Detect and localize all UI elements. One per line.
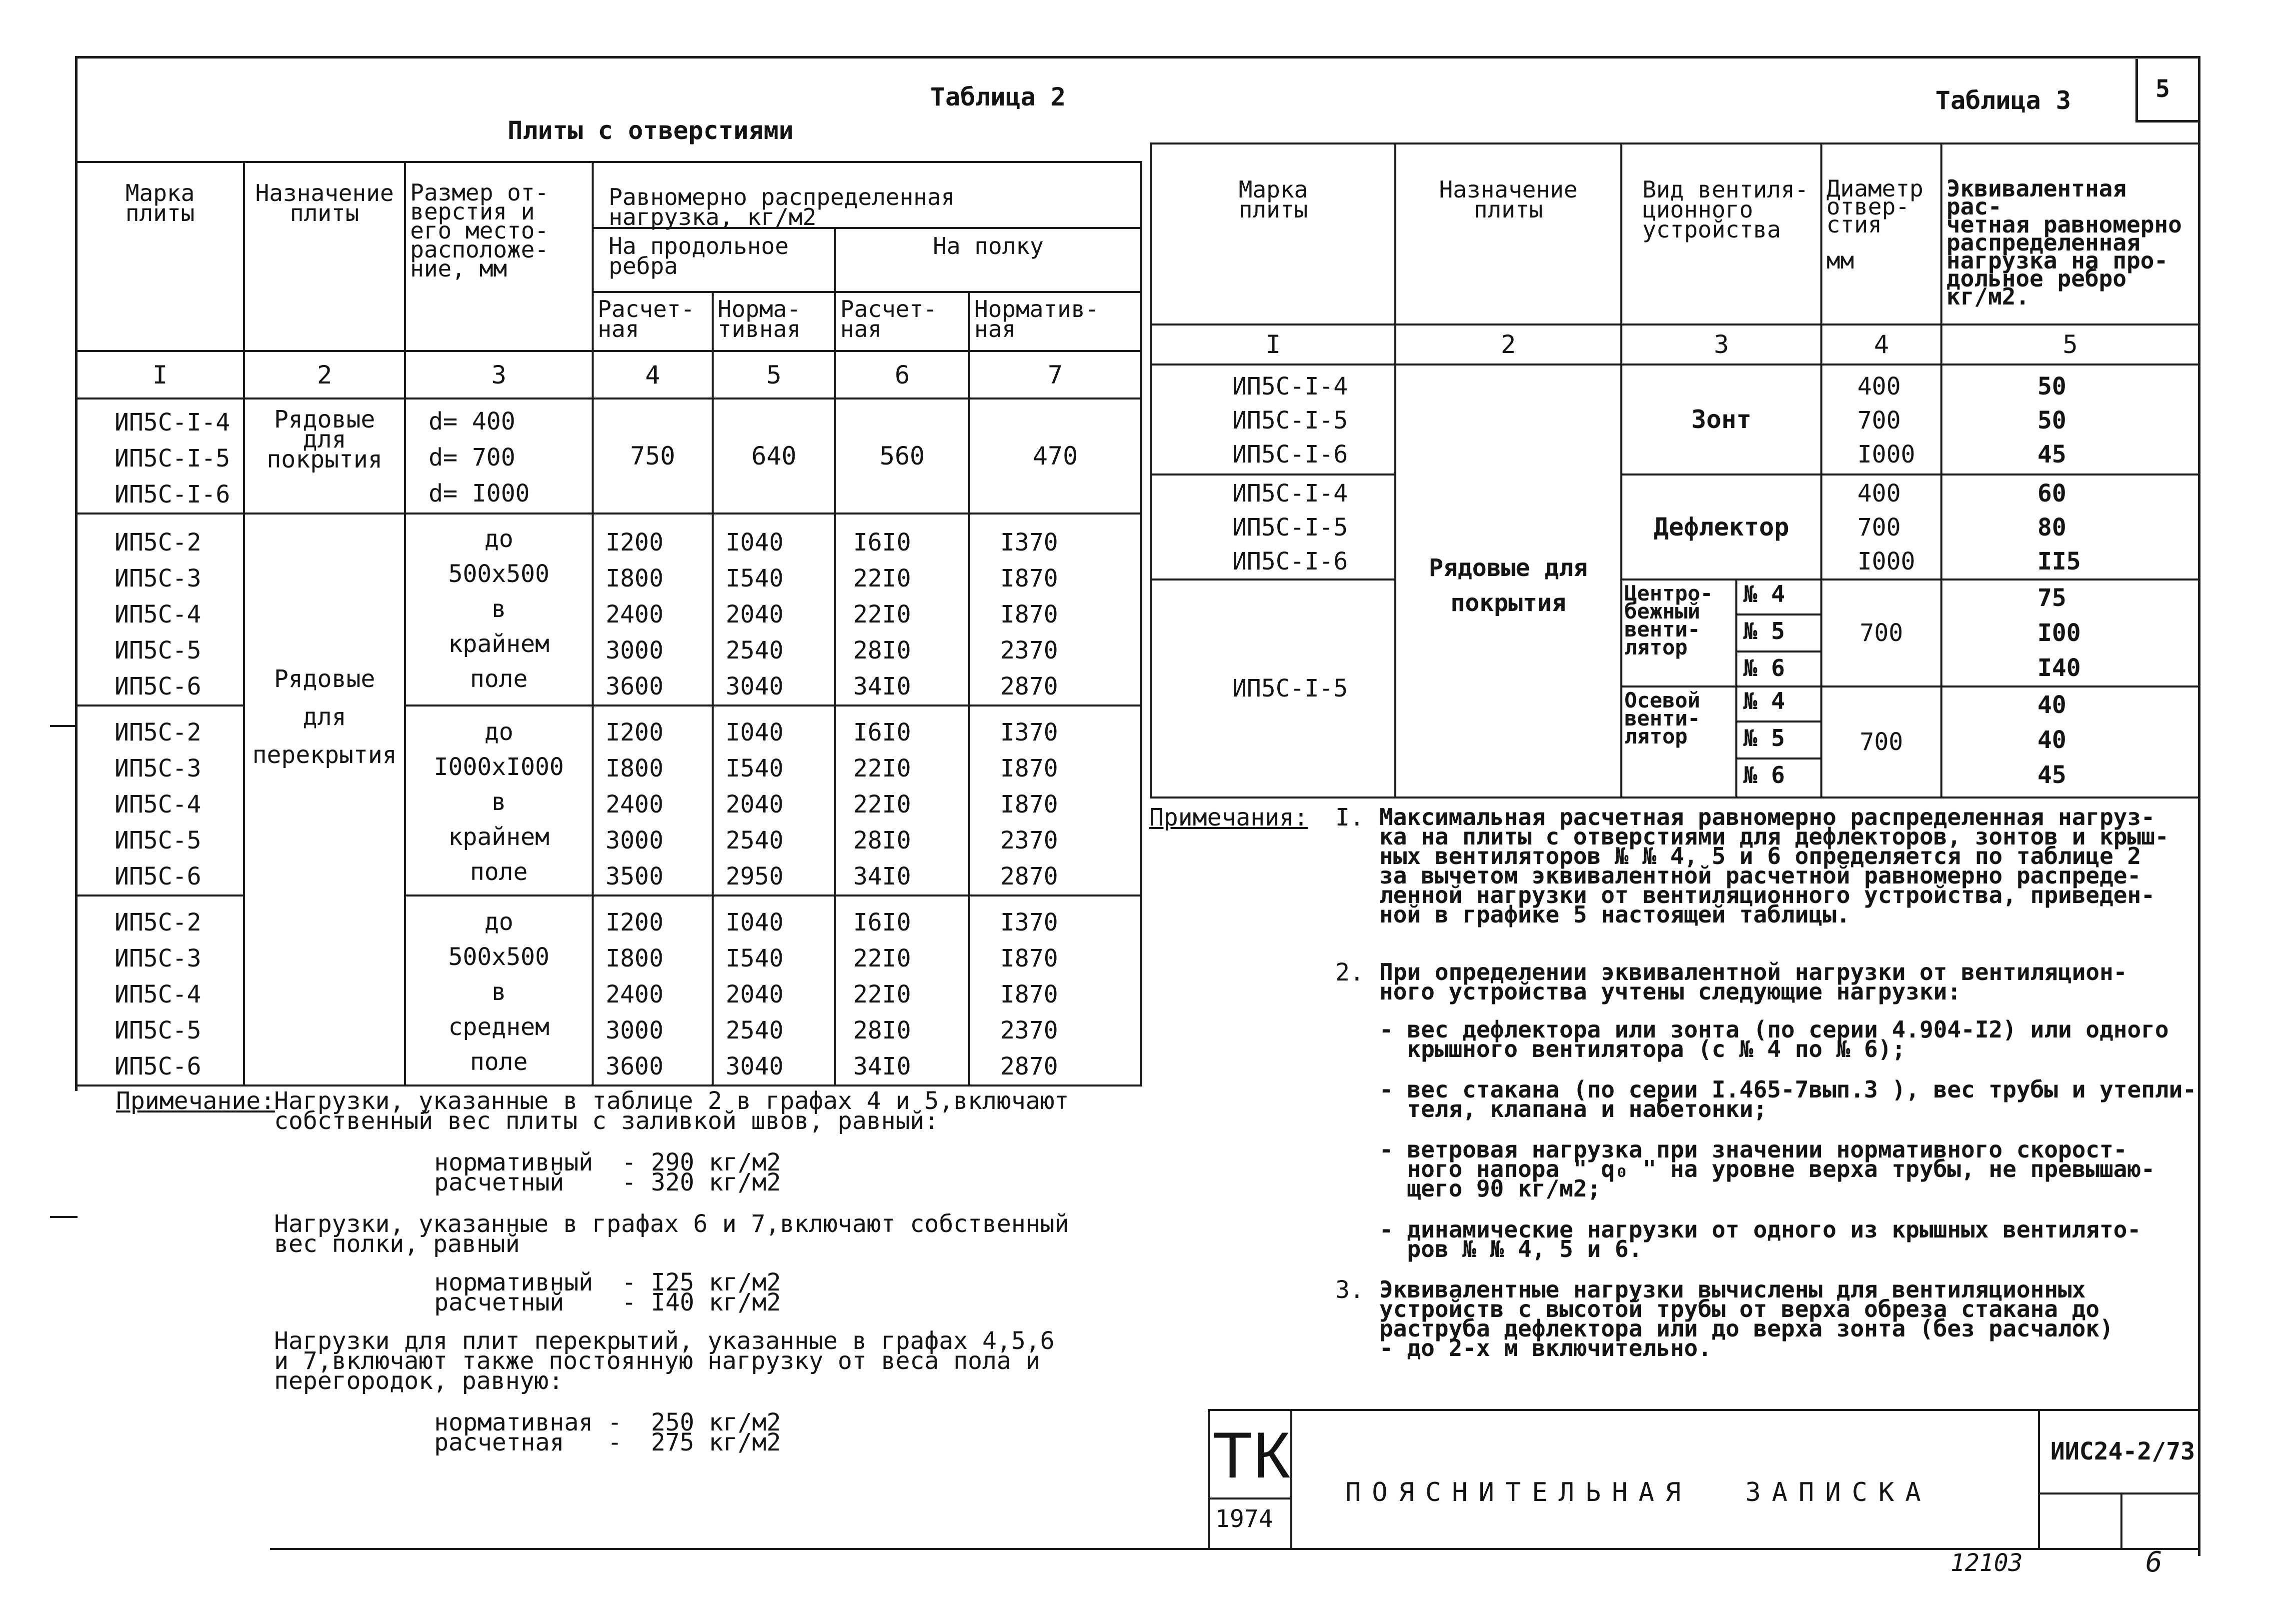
t2-colnum-5: 5 <box>713 351 835 398</box>
t3-colnum-2: 2 <box>1395 324 1621 364</box>
t2-g4-col5: I040 I540 2040 2540 3040 <box>713 896 835 1086</box>
t3-deflector: Дефлектор <box>1621 474 1821 580</box>
t2-g2-col4: I200 I800 2400 3000 3600 <box>593 514 713 706</box>
t3-head-load: Эквивалентная рас- четная равномерно распределенная нагрузка на про- дольное ребро кг/м2. <box>1941 144 2199 324</box>
t2-g3-col4: I200 I800 2400 3000 3500 <box>593 706 713 896</box>
stamp-org-logo: ТК <box>1213 1418 1291 1492</box>
t2-g1-size: d= 400 d= 700 d= I000 <box>405 398 593 514</box>
t3-load-c: 75 I00 I40 <box>1941 580 2199 686</box>
notes3-n1: Максимальная расчетная равномерно распределенная нагруз- ка на плиты с отверстиями для дефлекторов, зонтов и крыш- ных вентиляторов № № 4, 5 и 6 определяется по таблице 2 за вычетом эквивалентной расчетной равномерно распреде- ленной нагрузки от вентиляционного устройства, приведен- ной в графике 5 настоящей таблицы. <box>1379 804 2169 928</box>
t3-head-purpose: Назначение плиты <box>1395 144 1621 324</box>
t2-head-load: Равномерно распределенная нагрузка, кг/м2 <box>593 162 1141 228</box>
t2-g2-size: до 500x500 в крайнем поле <box>405 514 593 706</box>
frame-tick-1 <box>50 725 78 727</box>
t3-axial-num-4: № 4 <box>1737 688 1820 722</box>
t3-fan-num-6: № 6 <box>1743 654 1785 682</box>
t2-g2-col5: I040 I540 2040 2540 3040 <box>713 514 835 706</box>
notes3-bullet-4: - динамические нагрузки от одного из крышных вентилято- ров № № 4, 5 и 6. <box>1379 1216 2141 1262</box>
footer-sheet-number: 6 <box>2145 1546 2162 1578</box>
t3-centrifugal-label: Центро- бежный венти- лятор <box>1622 580 1737 686</box>
t2-g1-marks: ИП5С-I-4 ИП5С-I-5 ИП5С-I-6 <box>76 398 244 514</box>
note2-p1: Нагрузки, указанные в таблице 2 в графах 4 и 5,включают собственный вес плиты с заливкой швов, равный: <box>274 1087 1069 1135</box>
t2-g3-marks: ИП5С-2 ИП5С-3 ИП5С-4 ИП5С-5 ИП5С-6 <box>76 706 244 896</box>
t2-g4-marks: ИП5С-2 ИП5С-3 ИП5С-4 ИП5С-5 ИП5С-6 <box>76 896 244 1086</box>
t3-mark-c: ИП5С-I-5 <box>1151 580 1395 798</box>
t2-head-mark: Марка плиты <box>76 162 244 351</box>
stamp-divider-3 <box>2038 1492 2198 1494</box>
notes3-n3-num: 3. <box>1335 1276 1364 1304</box>
t2-g4-col4: I200 I800 2400 3000 3600 <box>593 896 713 1086</box>
t3-diam-b: 400 700 I000 <box>1821 474 1941 580</box>
t2-head-norm1: Норма- тивная <box>713 292 835 351</box>
t2-colnum-6: 6 <box>835 351 969 398</box>
notes3-bullet-1: - вес дефлектора или зонта (по серии 4.904-I2) или одного крышного вентилятора (с № 4 по № 6); <box>1379 1016 2169 1062</box>
t2-g2-marks: ИП5С-2 ИП5С-3 ИП5С-4 ИП5С-5 ИП5С-6 <box>76 514 244 706</box>
t3-axial-label: Осевой венти- лятор <box>1622 688 1737 796</box>
t2-colnum-4: 4 <box>593 351 713 398</box>
t3-colnum-5: 5 <box>1941 324 2199 364</box>
t3-umbrella: Зонт <box>1621 364 1821 474</box>
t3-diam-d: 700 <box>1821 686 1941 798</box>
t2-g3-size: до I000xI000 в крайнем поле <box>405 706 593 896</box>
t3-diam-c: 700 <box>1821 580 1941 686</box>
stamp-divider-1 <box>1290 1409 1292 1548</box>
t2-g4-col7: I370 I870 I870 2370 2870 <box>969 896 1141 1086</box>
note2-p3-values: нормативная - 250 кг/м2 расчетная - 275 кг/м2 <box>434 1408 781 1456</box>
note2-label: Примечание: <box>116 1087 275 1115</box>
t2-head-calc1: Расчет- ная <box>593 292 713 351</box>
t3-load-d: 40 40 45 <box>1941 686 2199 798</box>
t3-head-mark: Марка плиты <box>1151 144 1395 324</box>
t3-axial <box>1621 686 1821 798</box>
table2-caption: Таблица 2 <box>930 82 1066 112</box>
t2-g3-col6: I6I0 22I0 22I0 28I0 34I0 <box>835 706 969 896</box>
stamp-divider-4 <box>2120 1492 2122 1548</box>
frame-tick-2 <box>50 1216 78 1218</box>
stamp-document-title: ПОЯСНИТЕЛЬНАЯ ЗАПИСКА <box>1345 1478 1932 1508</box>
t2-g2-col7: I370 I870 I870 2370 2870 <box>969 514 1141 706</box>
t2-head-ribs: На продольное ребра <box>593 228 835 292</box>
t2-head-calc2: Расчет- ная <box>835 292 969 351</box>
table3-caption: Таблица 3 <box>1935 86 2071 115</box>
t3-colnum-4: 4 <box>1821 324 1941 364</box>
notes3-bullet-2: - вес стакана (по серии I.465-7вып.3 ), вес трубы и утепли- теля, клапана и набетонки; <box>1379 1076 2196 1122</box>
notes3-n2: При определении эквивалентной нагрузки от вентиляцион- ного устройства учтены следующие нагрузки: <box>1379 958 2127 1005</box>
t3-head-diam: Диаметр отвер- стия мм <box>1821 144 1941 324</box>
page-number: 5 <box>2155 75 2170 103</box>
stamp-year: 1974 <box>1215 1505 1273 1533</box>
note2-p2: Нагрузки, указанные в графах 6 и 7,включают собственный вес полки, равный <box>274 1210 1069 1258</box>
footer-handwritten-number: 12103 <box>1950 1549 2023 1577</box>
t2-colnum-7: 7 <box>969 351 1141 398</box>
t2-head-shelf: На полку <box>835 228 1141 292</box>
t3-fan-num-5: № 5 <box>1737 616 1820 652</box>
t3-load-a: 50 50 45 <box>1941 364 2199 474</box>
t3-colnum-3: 3 <box>1621 324 1821 364</box>
t3-centrifugal <box>1621 580 1821 686</box>
t2-g2-col6: I6I0 22I0 22I0 28I0 34I0 <box>835 514 969 706</box>
t2-g1-purpose: Рядовые для покрытия <box>244 398 405 514</box>
stamp-divider-2 <box>2038 1409 2040 1548</box>
t3-axial-num-5: № 5 <box>1737 722 1820 760</box>
t2-head-purpose: Назначение плиты <box>244 162 405 351</box>
t2-g4-col6: I6I0 22I0 22I0 28I0 34I0 <box>835 896 969 1086</box>
note2-p3: Нагрузки для плит перекрытий, указанные в графах 4,5,6 и 7,включают также постоянную нагрузку от веса пола и перегородок, равную: <box>274 1327 1055 1395</box>
t3-diam-a: 400 700 I000 <box>1821 364 1941 474</box>
note2-p2-values: нормативный - I25 кг/м2 расчетный - I40 кг/м2 <box>434 1268 781 1316</box>
table3 <box>1150 142 2200 798</box>
table2 <box>75 161 1142 1086</box>
notes3-n3: Эквивалентные нагрузки вычислены для вентиляционных устройств с высотой трубы от верха обреза стакана до раструба дефлектора или до верха зонта (без расчалок) - до 2-х м включительно. <box>1379 1276 2113 1362</box>
t2-g1-v3: 560 <box>835 398 969 514</box>
t2-colnum-2: 2 <box>244 351 405 398</box>
notes3-bullet-3: - ветровая нагрузка при значении нормативного скорост- ного напора " q₀ " на уровне верха трубы, не превышаю- щего 90 кг/м2; <box>1379 1136 2155 1202</box>
t2-g1-v2: 640 <box>713 398 835 514</box>
t2-g3-col5: I040 I540 2040 2540 2950 <box>713 706 835 896</box>
t3-colnum-1: I <box>1151 324 1395 364</box>
t2-g4-size: до 500x500 в среднем поле <box>405 896 593 1086</box>
notes3-n1-num: I. <box>1335 804 1364 832</box>
t2-purpose-ceiling: Рядовые для перекрытия <box>244 514 405 1086</box>
t3-axial-num-6: № 6 <box>1743 762 1785 788</box>
t3-marks-a: ИП5С-I-4 ИП5С-I-5 ИП5С-I-6 <box>1151 364 1395 474</box>
t2-head-size: Размер от- верстия и его место- расположе- ние, мм <box>405 162 593 351</box>
t2-colnum-3: 3 <box>405 351 593 398</box>
table2-title: Плиты с отверстиями <box>508 116 794 145</box>
t2-g3-col7: I370 I870 I870 2370 2870 <box>969 706 1141 896</box>
t2-g1-v4: 470 <box>969 398 1141 514</box>
t3-load-b: 60 80 II5 <box>1941 474 2199 580</box>
note2-p1-values: нормативный - 290 кг/м2 расчетный - 320 кг/м2 <box>434 1148 781 1196</box>
stamp-code: ИИС24-2/73 <box>2050 1438 2195 1466</box>
notes3-label: Примечания: <box>1149 804 1308 832</box>
t2-g1-v1: 750 <box>593 398 713 514</box>
t3-purpose: Рядовые для покрытия <box>1395 364 1621 798</box>
t2-colnum-1: I <box>76 351 244 398</box>
frame-top-line <box>75 56 2200 58</box>
notes3-n2-num: 2. <box>1335 958 1364 986</box>
t3-marks-b: ИП5С-I-4 ИП5С-I-5 ИП5С-I-6 <box>1151 474 1395 580</box>
t3-head-type: Вид вентиля- ционного устройства <box>1621 144 1821 324</box>
stamp-divider-year <box>1208 1498 1292 1500</box>
t3-fan-num-4: № 4 <box>1737 580 1820 616</box>
t2-head-norm2: Норматив- ная <box>969 292 1141 351</box>
